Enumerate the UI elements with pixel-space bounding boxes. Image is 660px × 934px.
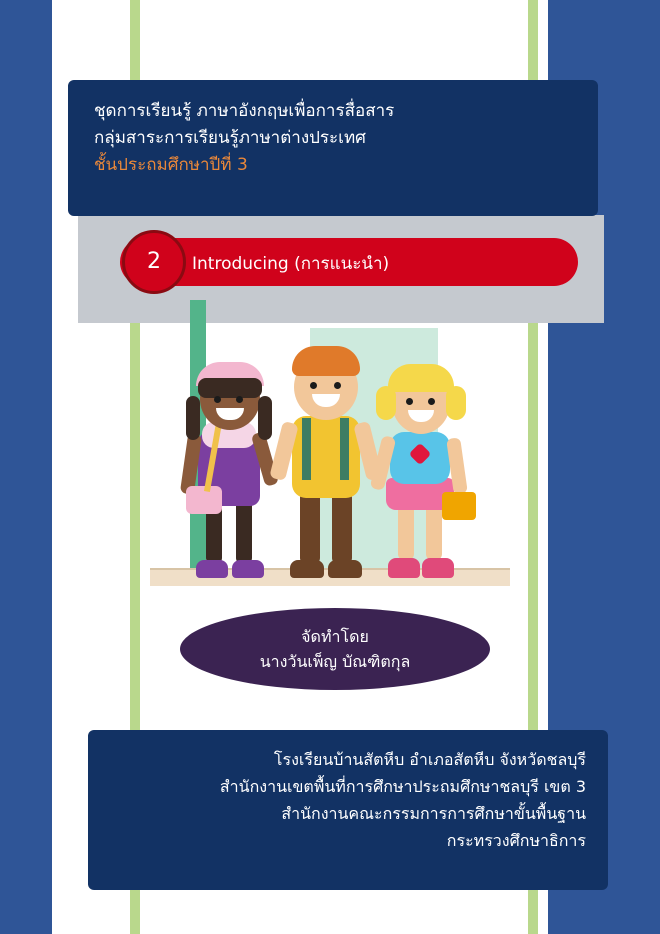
child-middle-backpack-strap-right	[340, 418, 349, 480]
footer-line-4: กระทรวงศึกษาธิการ	[446, 831, 586, 850]
child-left-eye-left	[214, 396, 221, 403]
child-right-shoe-left	[388, 558, 420, 578]
children-illustration	[150, 300, 510, 600]
unit-number-label: 2	[147, 249, 161, 274]
author-label: จัดทำโดย	[301, 627, 369, 646]
child-right-shoe-right	[422, 558, 454, 578]
child-right	[368, 352, 480, 592]
child-middle-backpack-strap-left	[302, 418, 311, 480]
child-left-hair	[198, 378, 262, 398]
child-right-pigtail-left	[376, 386, 396, 420]
child-middle-shoe-left	[290, 560, 324, 578]
child-right-eye-left	[406, 398, 413, 405]
header-line-3: ชั้นประถมศึกษาปีที่ 3	[94, 155, 248, 175]
unit-title-label: Introducing (การแนะนำ)	[192, 254, 390, 274]
child-left-shoe-right	[232, 560, 264, 578]
child-left-leg-right	[236, 496, 252, 564]
child-middle-leg-left	[300, 492, 320, 564]
child-middle-eye-right	[334, 382, 341, 389]
header-line-1: ชุดการเรียนรู้ ภาษาอังกฤษเพื่อการสื่อสาร	[94, 101, 395, 121]
child-middle-eye-left	[310, 382, 317, 389]
child-left-shoe-left	[196, 560, 228, 578]
unit-number-badge	[122, 230, 186, 294]
child-right-hair	[388, 364, 454, 392]
footer-line-1: โรงเรียนบ้านสัตหีบ อำเภอสัตหีบ จังหวัดชลบุรี	[273, 750, 586, 769]
background-left-band	[0, 0, 52, 934]
child-middle-shoe-right	[328, 560, 362, 578]
unit-title-bar	[120, 238, 578, 286]
footer-line-3: สำนักงานคณะกรรมการการศึกษาขั้นพื้นฐาน	[281, 804, 586, 823]
child-middle-hair	[292, 346, 360, 376]
child-middle-leg-right	[332, 492, 352, 564]
author-box	[180, 608, 490, 690]
child-right-eye-right	[428, 398, 435, 405]
footer-line-2: สำนักงานเขตพื้นที่การศึกษาประถมศึกษาชลบุรี เขต 3	[219, 777, 586, 796]
child-left-braid-left	[186, 396, 200, 440]
child-right-pigtail-right	[446, 386, 466, 420]
author-name: นางวันเพ็ญ บัณฑิตกุล	[259, 652, 411, 671]
child-right-briefcase	[442, 492, 476, 520]
child-right-leg-right	[426, 502, 442, 560]
header-line-2: กลุ่มสาระการเรียนรู้ภาษาต่างประเทศ	[94, 128, 366, 148]
footer-affiliation-box	[88, 730, 608, 890]
header-title-box	[68, 80, 598, 216]
child-left-eye-right	[236, 396, 243, 403]
child-right-leg-left	[398, 502, 414, 560]
